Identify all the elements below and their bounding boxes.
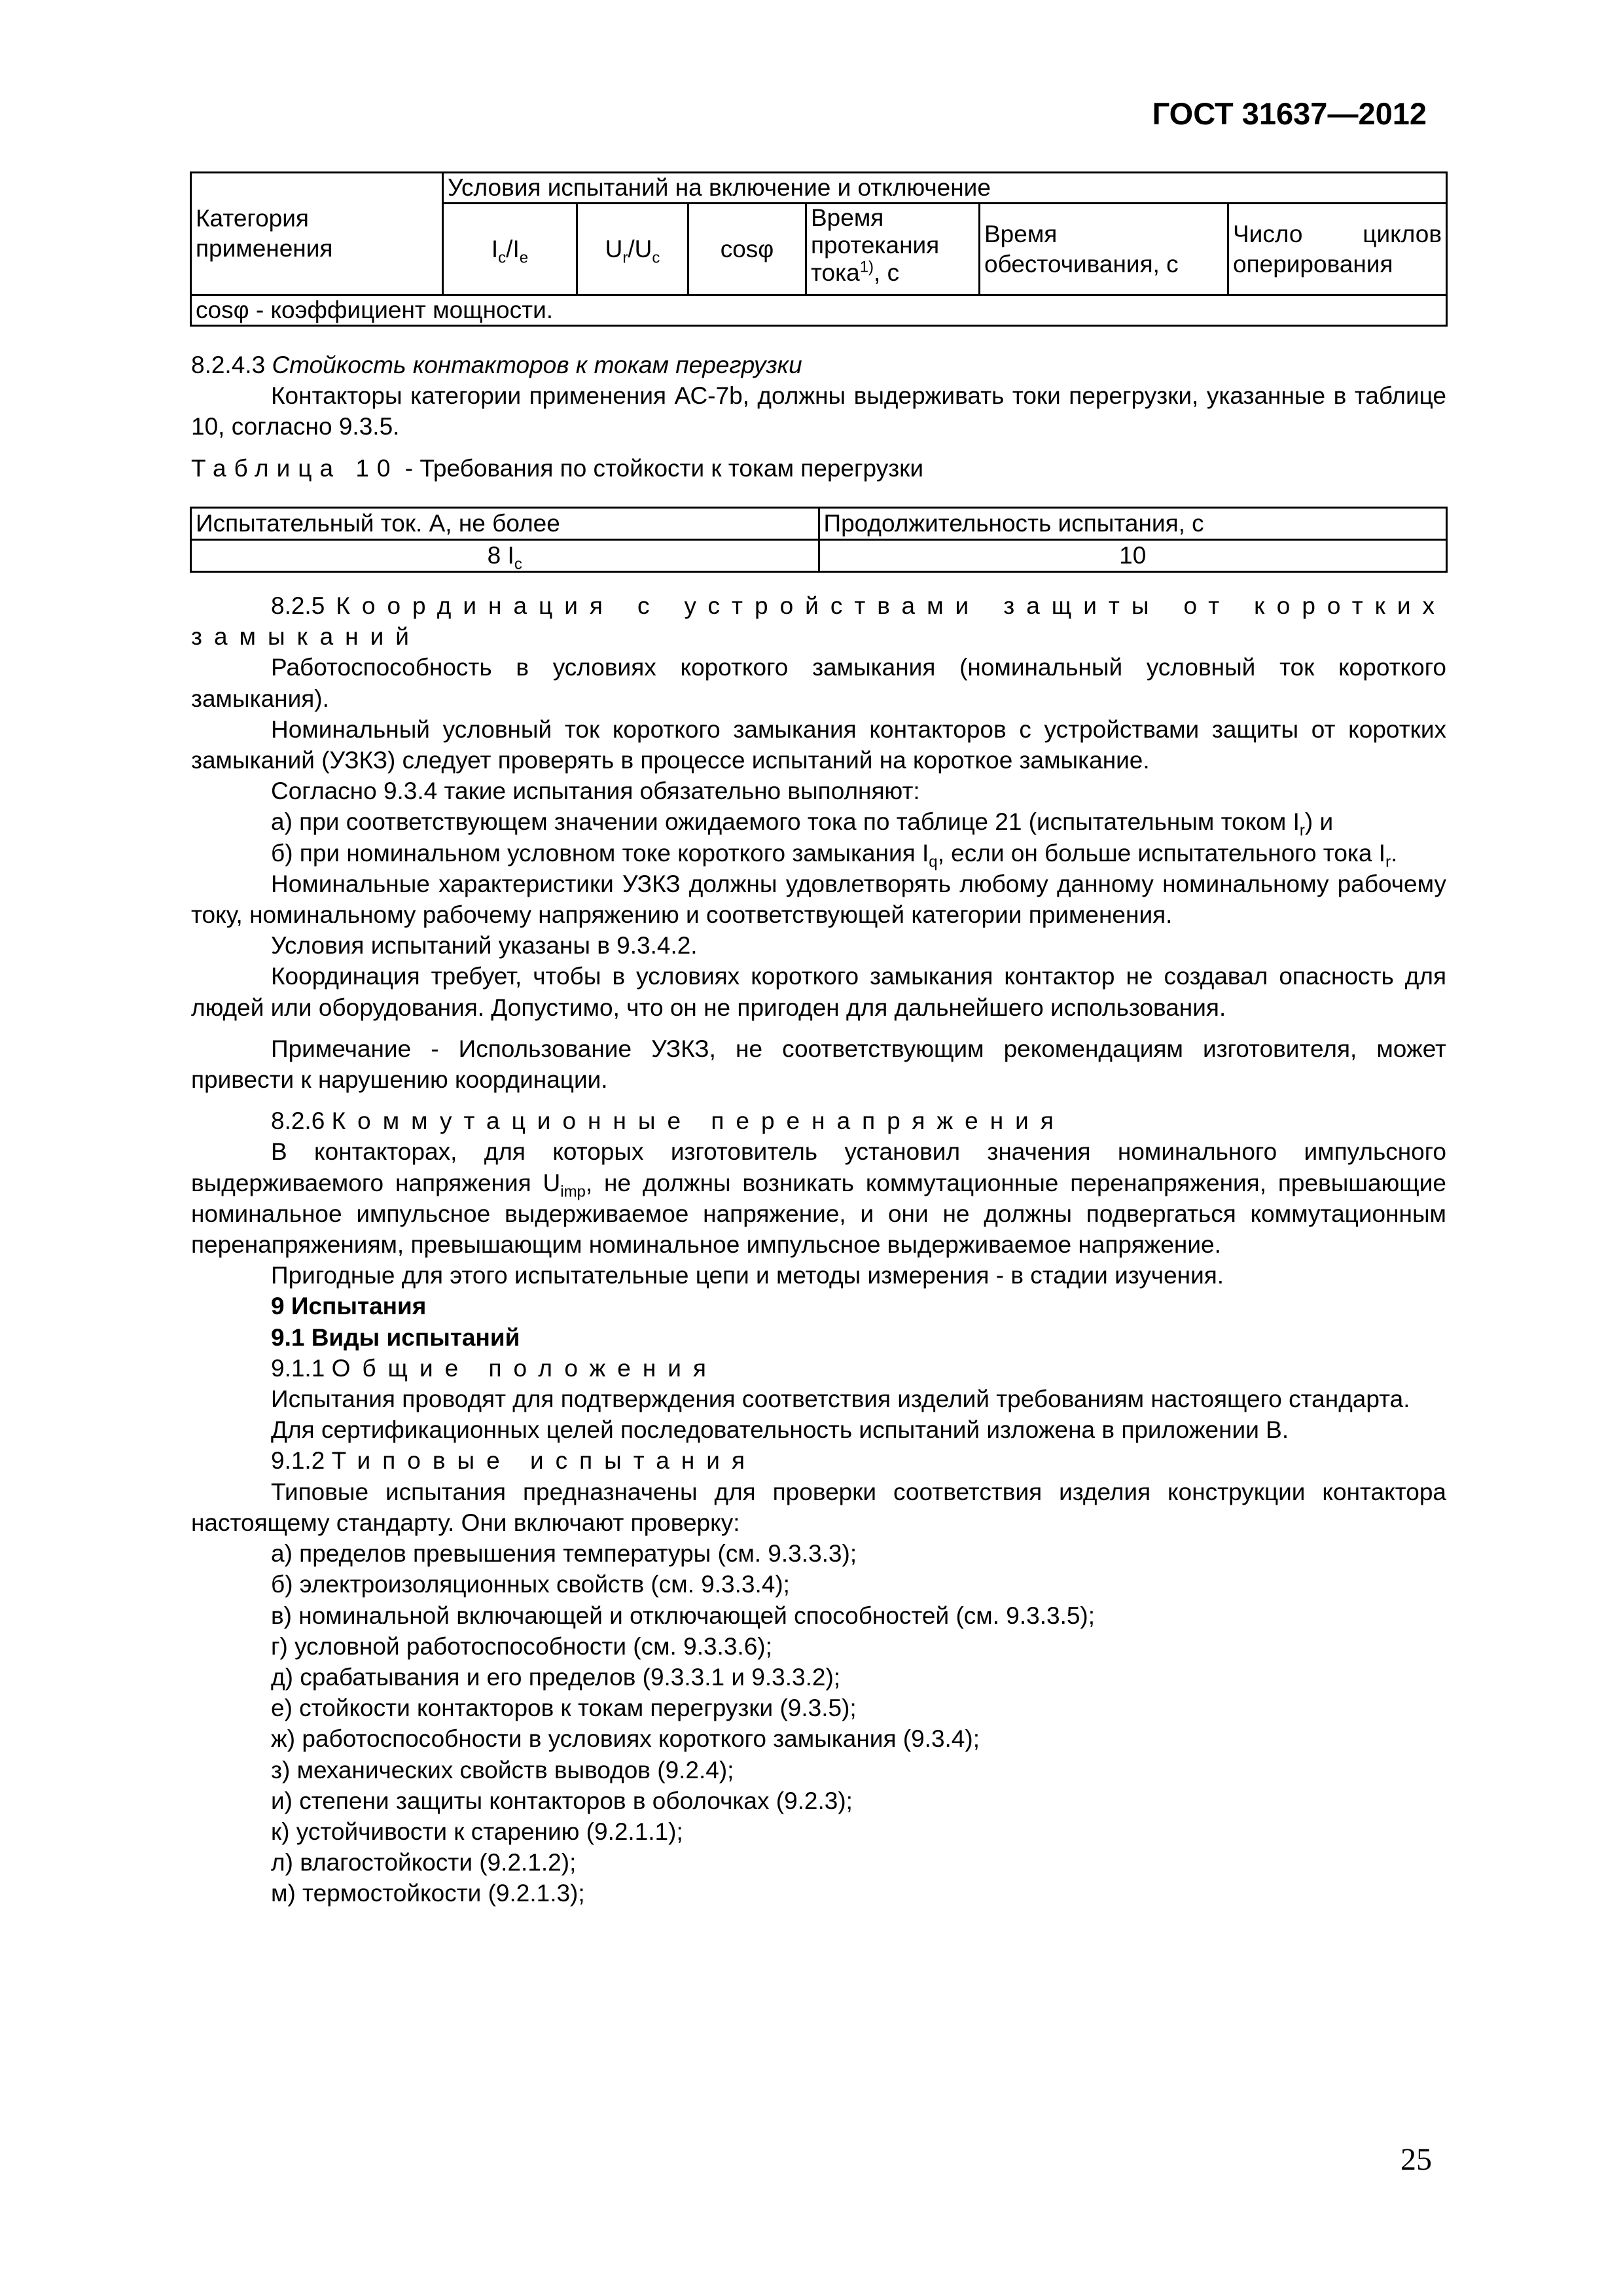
paragraph: Работоспособность в условиях короткого замыкания (номинальный условный ток короткого замыкания). bbox=[191, 654, 1446, 712]
paragraph: В контакторах, для которых изготовитель установил значения номинального импульсного выдерживаемого напряжения $U_{imp}$, не должны возникать коммутационные перенапряжения, превышающие номинальное импульсное выдерживаемое напряжение, и они не должны подвергаться коммутационным перенапряжениям, превышающим номинальное импульсное выдерживаемое напряжение. bbox=[191, 1138, 1446, 1259]
document-header: ГОСТ 31637—2012 bbox=[1152, 96, 1427, 131]
test-current-value: 8 $I_c$ bbox=[191, 540, 819, 572]
list-item: ж) работоспособности в условиях короткого замыкания (9.3.4); bbox=[271, 1725, 980, 1753]
note: Примечание - Использование УЗКЗ, не соответствующим рекомендациям изготовителя, может привести к нарушению координации. bbox=[191, 1035, 1446, 1094]
list-item: е) стойкости контакторов к токам перегрузки (9.3.5); bbox=[271, 1695, 857, 1722]
list-item: и) степени защиты контакторов в оболочках (9.2.3); bbox=[271, 1787, 853, 1814]
test-conditions-table bbox=[190, 171, 1448, 327]
list-item: г) условной работоспособности (см. 9.3.3.6); bbox=[271, 1632, 772, 1660]
section-heading: 8.2.4.3 Стойкость контакторов к токам перегрузки bbox=[191, 351, 802, 378]
list-item: а) при соответствующем значении ожидаемого тока по таблице 21 (испытательным током $I_r$) и bbox=[271, 808, 1334, 840]
section-8-2-5-heading: 8.2.5 Координация с устройствами защиты от коротких замыканий bbox=[191, 592, 1447, 651]
paragraph: Испытания проводят для подтверждения соответствия изделий требованиям настоящего стандарта. bbox=[271, 1386, 1410, 1413]
section-9-1-1-heading: 9.1.1 Общие положения bbox=[271, 1354, 718, 1382]
list-item: з) механических свойств выводов (9.2.4); bbox=[271, 1756, 734, 1784]
flow-time-header: Время протекания тока$^{1)}$, с bbox=[806, 204, 980, 295]
list-item: м) термостойкости (9.2.1.3); bbox=[271, 1880, 585, 1907]
duration-header: Продолжительность испытания, с bbox=[819, 508, 1447, 540]
paragraph: Типовые испытания предназначены для проверки соответствия изделия конструкции контактора настоящему стандарту. Они включают проверку: bbox=[191, 1478, 1446, 1536]
category-header: Категория применения bbox=[191, 173, 443, 295]
list-item: б) при номинальном условном токе короткого замыкания $I_q$, если он больше испытательного тока $I_r$. bbox=[271, 839, 1398, 871]
list-item: к) устойчивости к старению (9.2.1.1); bbox=[271, 1818, 683, 1845]
list-item: в) номинальной включающей и отключающей способностей (см. 9.3.3.5); bbox=[271, 1602, 1096, 1629]
section-9-heading: 9 Испытания bbox=[271, 1293, 427, 1320]
cycles-header: Число циклов оперирования bbox=[1228, 204, 1447, 295]
paragraph: Номинальные характеристики УЗКЗ должны удовлетворять любому данному номинальному рабочему току, номинальному рабочему напряжению и соответствующей категории применения. bbox=[191, 870, 1446, 929]
list-item: д) срабатывания и его пределов (9.3.3.1 и 9.3.3.2); bbox=[271, 1663, 841, 1691]
paragraph: Для сертификационных целей последовательность испытаний изложена в приложении В. bbox=[271, 1416, 1289, 1444]
list-item: б) электроизоляционных свойств (см. 9.3.3.4); bbox=[271, 1571, 790, 1598]
paragraph: Условия испытаний указаны в 9.3.4.2. bbox=[271, 932, 698, 960]
page-number: 25 bbox=[1400, 2142, 1432, 2177]
ur-uc-header: $U_r/U_c$ bbox=[577, 204, 688, 295]
main-text bbox=[191, 590, 1446, 1909]
section-8-2-4-3 bbox=[191, 350, 1446, 484]
list-item: а) пределов превышения температуры (см. 9.3.3.3); bbox=[271, 1540, 857, 1568]
section-8-2-6-heading: 8.2.6 Коммутационные перенапряжения bbox=[271, 1107, 1065, 1135]
paragraph: Пригодные для этого испытательные цепи и методы измерения - в стадии изучения. bbox=[271, 1262, 1224, 1289]
conditions-group-header: Условия испытаний на включение и отключение bbox=[443, 173, 1447, 204]
duration-value: 10 bbox=[819, 540, 1447, 572]
cos-phi-header: cosφ bbox=[688, 204, 806, 295]
paragraph: Номинальный условный ток короткого замыкания контакторов с устройствами защиты от коротких замыканий (УЗКЗ) следует проверять в процессе испытаний на короткое замыкание. bbox=[191, 715, 1446, 774]
list-item: л) влагостойкости (9.2.1.2); bbox=[271, 1849, 577, 1876]
paragraph: Координация требует, чтобы в условиях короткого замыкания контактор не создавал опасность для людей или оборудования. Допустимо, что он не пригоден для дальнейшего использования. bbox=[191, 963, 1446, 1021]
section-9-1-heading: 9.1 Виды испытаний bbox=[271, 1323, 520, 1351]
overload-table bbox=[190, 507, 1448, 573]
table-footnote: cosφ - коэффициент мощности. bbox=[191, 295, 1447, 326]
table10-caption: Таблица 10 - Требования по стойкости к токам перегрузки bbox=[191, 454, 924, 482]
section-9-1-2-heading: 9.1.2 Типовые испытания bbox=[271, 1447, 757, 1475]
paragraph: Контакторы категории применения АС-7b, должны выдерживать токи перегрузки, указанные в таблице 10, согласно 9.3.5. bbox=[191, 382, 1446, 440]
test-current-header: Испытательный ток. А, не более bbox=[191, 508, 819, 540]
deenergize-time-header: Время обесточивания, с bbox=[980, 204, 1228, 295]
paragraph: Согласно 9.3.4 такие испытания обязательно выполняют: bbox=[271, 778, 920, 805]
ic-ie-header: $I_c/I_e$ bbox=[443, 204, 577, 295]
